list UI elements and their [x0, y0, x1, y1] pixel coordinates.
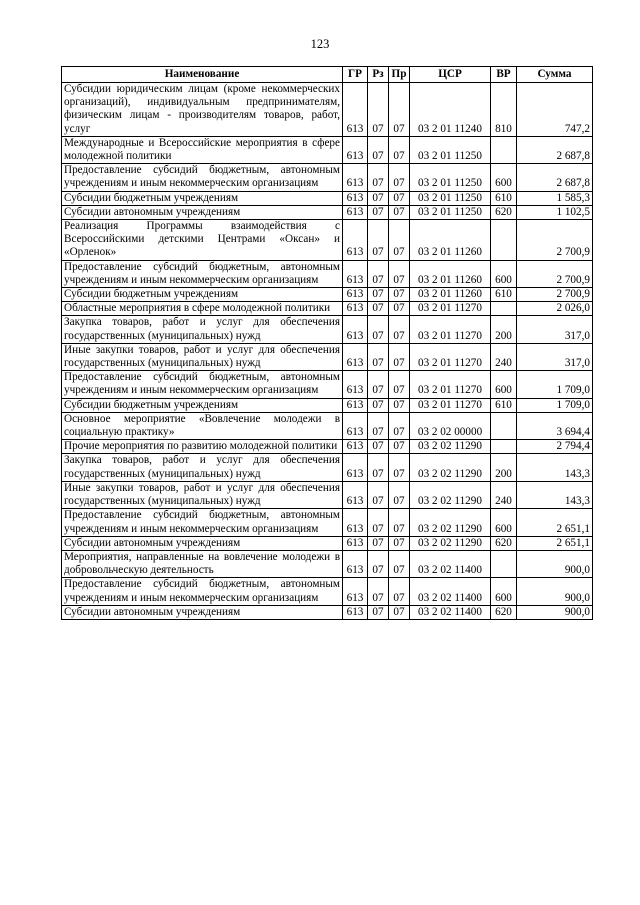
row-gr: 613 — [343, 83, 368, 137]
row-pr: 07 — [389, 260, 410, 287]
row-vr: 620 — [491, 536, 517, 550]
row-csr: 03 2 02 11290 — [410, 440, 491, 454]
row-csr: 03 2 01 11250 — [410, 205, 491, 219]
row-name: Мероприятия, направленные на вовлечение молодежи в добровольческую деятельность — [62, 550, 343, 577]
header-pr: Пр — [389, 67, 410, 83]
row-pr: 07 — [389, 136, 410, 163]
row-rz: 07 — [368, 509, 389, 536]
row-gr: 613 — [343, 550, 368, 577]
row-rz: 07 — [368, 302, 389, 316]
row-pr: 07 — [389, 83, 410, 137]
row-vr: 620 — [491, 205, 517, 219]
row-vr: 610 — [491, 288, 517, 302]
row-gr: 613 — [343, 288, 368, 302]
row-rz: 07 — [368, 371, 389, 398]
row-sum: 143,3 — [517, 454, 593, 481]
row-gr: 613 — [343, 136, 368, 163]
row-gr: 613 — [343, 605, 368, 619]
row-name: Закупка товаров, работ и услуг для обеспечения государственных (муниципальных) нужд — [62, 454, 343, 481]
row-rz: 07 — [368, 481, 389, 508]
row-csr: 03 2 01 11250 — [410, 191, 491, 205]
row-sum: 1 709,0 — [517, 398, 593, 412]
row-sum: 317,0 — [517, 316, 593, 343]
row-vr: 240 — [491, 343, 517, 370]
row-name: Предоставление субсидий бюджетным, автономным учреждениям и иным некоммерческим организациям — [62, 578, 343, 605]
header-sum: Сумма — [517, 67, 593, 83]
row-vr — [491, 136, 517, 163]
row-rz: 07 — [368, 550, 389, 577]
header-name: Наименование — [62, 67, 343, 83]
row-name: Субсидии бюджетным учреждениям — [62, 191, 343, 205]
row-rz: 07 — [368, 316, 389, 343]
header-vr: ВР — [491, 67, 517, 83]
row-csr: 03 2 02 11290 — [410, 454, 491, 481]
row-csr: 03 2 02 11290 — [410, 481, 491, 508]
row-name: Предоставление субсидий бюджетным, автономным учреждениям и иным некоммерческим организациям — [62, 164, 343, 191]
row-gr: 613 — [343, 316, 368, 343]
row-pr: 07 — [389, 440, 410, 454]
row-pr: 07 — [389, 205, 410, 219]
row-name: Международные и Всероссийские мероприятия в сфере молодежной политики — [62, 136, 343, 163]
row-sum: 1 585,3 — [517, 191, 593, 205]
table-body — [62, 83, 593, 620]
row-sum: 2 700,9 — [517, 288, 593, 302]
row-csr: 03 2 01 11270 — [410, 302, 491, 316]
row-name: Прочие мероприятия по развитию молодежной политики — [62, 440, 343, 454]
table-row — [62, 398, 593, 412]
row-rz: 07 — [368, 191, 389, 205]
row-rz: 07 — [368, 136, 389, 163]
row-pr: 07 — [389, 536, 410, 550]
row-csr: 03 2 01 11270 — [410, 316, 491, 343]
row-csr: 03 2 01 11260 — [410, 220, 491, 261]
table-row — [62, 205, 593, 219]
row-vr: 600 — [491, 164, 517, 191]
row-rz: 07 — [368, 454, 389, 481]
row-rz: 07 — [368, 220, 389, 261]
row-vr — [491, 412, 517, 439]
budget-table — [61, 66, 593, 620]
row-gr: 613 — [343, 302, 368, 316]
row-csr: 03 2 02 00000 — [410, 412, 491, 439]
table-row — [62, 164, 593, 191]
table-row — [62, 412, 593, 439]
row-vr: 810 — [491, 83, 517, 137]
row-pr: 07 — [389, 164, 410, 191]
row-vr: 600 — [491, 260, 517, 287]
row-name: Предоставление субсидий бюджетным, автономным учреждениям и иным некоммерческим организациям — [62, 260, 343, 287]
table-row — [62, 191, 593, 205]
row-csr: 03 2 02 11400 — [410, 605, 491, 619]
row-name: Субсидии бюджетным учреждениям — [62, 288, 343, 302]
row-gr: 613 — [343, 481, 368, 508]
row-vr: 240 — [491, 481, 517, 508]
row-sum: 2 700,9 — [517, 260, 593, 287]
row-vr: 610 — [491, 398, 517, 412]
row-pr: 07 — [389, 605, 410, 619]
row-sum: 2 651,1 — [517, 509, 593, 536]
row-pr: 07 — [389, 398, 410, 412]
row-gr: 613 — [343, 509, 368, 536]
row-rz: 07 — [368, 440, 389, 454]
row-gr: 613 — [343, 371, 368, 398]
row-csr: 03 2 01 11270 — [410, 398, 491, 412]
row-sum: 3 694,4 — [517, 412, 593, 439]
page-number: 123 — [310, 37, 330, 51]
row-sum: 2 026,0 — [517, 302, 593, 316]
row-sum: 143,3 — [517, 481, 593, 508]
row-rz: 07 — [368, 260, 389, 287]
row-name: Иные закупки товаров, работ и услуг для обеспечения государственных (муниципальных) нужд — [62, 481, 343, 508]
row-sum: 2 687,8 — [517, 164, 593, 191]
row-name: Предоставление субсидий бюджетным, автономным учреждениям и иным некоммерческим организациям — [62, 371, 343, 398]
row-name: Основное мероприятие «Вовлечение молодежи в социальную практику» — [62, 412, 343, 439]
row-vr — [491, 302, 517, 316]
row-name: Субсидии автономным учреждениям — [62, 536, 343, 550]
row-name: Реализация Программы взаимодействия с Всероссийскими детскими Центрами «Оксан» и «Орленок» — [62, 220, 343, 261]
row-pr: 07 — [389, 412, 410, 439]
row-pr: 07 — [389, 578, 410, 605]
row-sum: 2 794,4 — [517, 440, 593, 454]
row-gr: 613 — [343, 398, 368, 412]
row-vr — [491, 220, 517, 261]
row-rz: 07 — [368, 83, 389, 137]
row-csr: 03 2 02 11290 — [410, 536, 491, 550]
table-row — [62, 481, 593, 508]
row-sum: 900,0 — [517, 578, 593, 605]
row-sum: 2 651,1 — [517, 536, 593, 550]
row-name: Субсидии бюджетным учреждениям — [62, 398, 343, 412]
row-rz: 07 — [368, 164, 389, 191]
row-pr: 07 — [389, 316, 410, 343]
row-pr: 07 — [389, 481, 410, 508]
row-pr: 07 — [389, 191, 410, 205]
row-csr: 03 2 01 11260 — [410, 260, 491, 287]
table-row — [62, 550, 593, 577]
row-gr: 613 — [343, 205, 368, 219]
row-rz: 07 — [368, 343, 389, 370]
header-gr: ГР — [343, 67, 368, 83]
row-csr: 03 2 01 11270 — [410, 343, 491, 370]
row-gr: 613 — [343, 260, 368, 287]
row-pr: 07 — [389, 371, 410, 398]
table-header — [62, 67, 593, 83]
row-rz: 07 — [368, 578, 389, 605]
row-csr: 03 2 01 11260 — [410, 288, 491, 302]
row-vr — [491, 440, 517, 454]
row-gr: 613 — [343, 454, 368, 481]
row-rz: 07 — [368, 536, 389, 550]
row-csr: 03 2 01 11250 — [410, 164, 491, 191]
row-sum: 2 700,9 — [517, 220, 593, 261]
row-rz: 07 — [368, 205, 389, 219]
row-gr: 613 — [343, 220, 368, 261]
row-sum: 900,0 — [517, 605, 593, 619]
row-csr: 03 2 02 11400 — [410, 578, 491, 605]
table-row — [62, 578, 593, 605]
table-row — [62, 536, 593, 550]
table-row — [62, 454, 593, 481]
row-pr: 07 — [389, 550, 410, 577]
row-name: Областные мероприятия в сфере молодежной политики — [62, 302, 343, 316]
table-row — [62, 288, 593, 302]
row-vr — [491, 550, 517, 577]
row-gr: 613 — [343, 578, 368, 605]
row-sum: 2 687,8 — [517, 136, 593, 163]
header-csr: ЦСР — [410, 67, 491, 83]
row-vr: 200 — [491, 316, 517, 343]
row-name: Предоставление субсидий бюджетным, автономным учреждениям и иным некоммерческим организациям — [62, 509, 343, 536]
row-name: Субсидии автономным учреждениям — [62, 605, 343, 619]
row-sum: 317,0 — [517, 343, 593, 370]
row-pr: 07 — [389, 509, 410, 536]
row-gr: 613 — [343, 412, 368, 439]
row-gr: 613 — [343, 440, 368, 454]
row-rz: 07 — [368, 398, 389, 412]
row-csr: 03 2 02 11290 — [410, 509, 491, 536]
row-vr: 600 — [491, 509, 517, 536]
row-gr: 613 — [343, 536, 368, 550]
row-sum: 747,2 — [517, 83, 593, 137]
row-rz: 07 — [368, 412, 389, 439]
row-pr: 07 — [389, 454, 410, 481]
row-vr: 620 — [491, 605, 517, 619]
row-rz: 07 — [368, 605, 389, 619]
row-sum: 1 102,5 — [517, 205, 593, 219]
table-row — [62, 220, 593, 261]
row-csr: 03 2 01 11240 — [410, 83, 491, 137]
row-pr: 07 — [389, 288, 410, 302]
row-name: Субсидии юридическим лицам (кроме некоммерческих организаций), индивидуальным предпринимателям, физическим лицам - производителям товаров, работ, услуг — [62, 83, 343, 137]
row-name: Закупка товаров, работ и услуг для обеспечения государственных (муниципальных) нужд — [62, 316, 343, 343]
row-csr: 03 2 01 11250 — [410, 136, 491, 163]
row-gr: 613 — [343, 343, 368, 370]
row-name: Иные закупки товаров, работ и услуг для обеспечения государственных (муниципальных) нужд — [62, 343, 343, 370]
header-rz: Рз — [368, 67, 389, 83]
row-pr: 07 — [389, 343, 410, 370]
row-vr: 600 — [491, 578, 517, 605]
row-name: Субсидии автономным учреждениям — [62, 205, 343, 219]
row-gr: 613 — [343, 164, 368, 191]
row-vr: 610 — [491, 191, 517, 205]
table-row — [62, 605, 593, 619]
row-vr: 600 — [491, 371, 517, 398]
row-sum: 900,0 — [517, 550, 593, 577]
row-pr: 07 — [389, 302, 410, 316]
row-gr: 613 — [343, 191, 368, 205]
row-rz: 07 — [368, 288, 389, 302]
table-row — [62, 136, 593, 163]
table-row — [62, 343, 593, 370]
table-row — [62, 371, 593, 398]
table-row — [62, 83, 593, 137]
row-csr: 03 2 02 11400 — [410, 550, 491, 577]
row-sum: 1 709,0 — [517, 371, 593, 398]
row-vr: 200 — [491, 454, 517, 481]
row-csr: 03 2 01 11270 — [410, 371, 491, 398]
row-pr: 07 — [389, 220, 410, 261]
table-row — [62, 260, 593, 287]
table-row — [62, 509, 593, 536]
table-row — [62, 302, 593, 316]
table-row — [62, 316, 593, 343]
table-row — [62, 440, 593, 454]
